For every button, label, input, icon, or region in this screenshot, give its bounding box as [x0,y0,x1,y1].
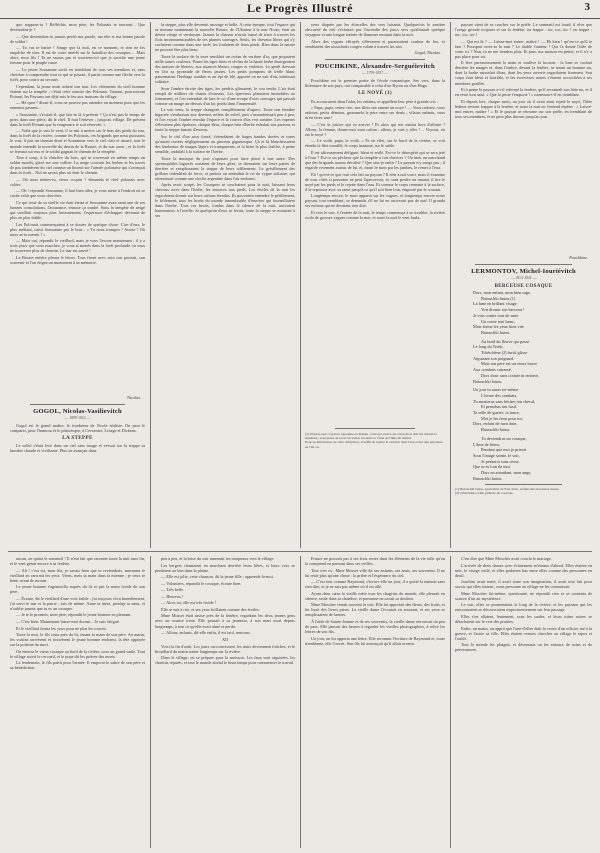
paragraph: Alors des cygnes effrayés s'élevaient et paraissaient couleur de feu, et semblaient des mouchoirs rouges volant à travers les airs. [305,38,445,49]
poem-line: Dors en attendant, mon ange, [481,470,532,476]
paragraph: — Écoute, dit le vieillard d'une voix faible : j'ai toujours vécu honnêtement, j'ai servi le tsar et la patrie ; fais de même. Aime ta mère, protège ta sœur, et n'oublie jamais que tu es un cosaque. [10,595,145,611]
paragraph: « Sousanine, s'écriait-il, que fais-tu là à présent ? Ça n'est pas le temps de prier, dans une pièce, dit le chef. Il faut l'enlever ; jusqu'au village. De présent dans la forêt Poirant que la vengeance te soit réservée. » [10,111,145,127]
divider [325,59,425,60]
paragraph: Le jeune homme s'agenouilla auprès du lit et prit la main froide de son père. [10,584,145,595]
paragraph: — Le jeune Sousanine sortit en tremblant de tous ses membres et, sans chercher à comprendre tout ce qui se passait, il partit comme une flèche vers la forêt, pour courir au secours. [10,66,145,82]
paragraph: — C'est la justice qui va arriver ! Et alors qui me mettra hors d'affaire ? Allons, la femme, donne-moi mon caftan ; allons, je vais y aller !… Voyons, où est le noyé ? [305,121,445,137]
page-number: 3 [584,1,590,13]
paragraph: — Elle est jolie, cette chanson, dit la jeune fille ; apprends-la-moi. [161,574,274,580]
poem-line: L'heure des combats, [481,392,518,398]
paragraph: Voici la fin d'août. Les jours raccourcissent, les nuits deviennent fraîches, et le brouillard du matin traîne longtemps sur la rivière. [155,643,295,654]
poem-line: Aux combats cuirassé, [473,367,512,373]
poem-line: La lune en brillant visage [473,301,517,307]
paragraph: France ne pouvait pas à ses frais rester dans les éléments de la vie telle qu'on la comprend en pensant dans ses veilles. [305,556,445,567]
poem-line: Dors, enfant de mon âme, [473,421,518,427]
paragraph: Mme Mosset était assise près de la fenêtre, regardant les deux jeunes gens avec un sourire triste. Elle pensait à sa jeunesse, à son mari mort depuis longtemps, à tout ce qu'elle avait aimé et perdu. [155,613,295,629]
signature: Pouchkine. [569,255,588,260]
footnote: Pour se débarrasser de cette obligation, il suffit de rejeter le cadavre dans l'eau avant que personne ne l'ait vu. [305,440,443,449]
divider [475,264,572,265]
poem-line: Baïouchki baïou. [481,329,511,335]
paragraph: Le lendemain, le fils partit pour l'armée. Il emporta le sabre de son père et sa bénédiction. [10,660,145,671]
column-rule [300,22,301,548]
lermontov-heading: LERMONTOV, Michel-Iouriévitch [471,268,576,275]
poem-line: Je penserai sans cesse, [481,458,520,464]
paragraph: la steppe, plus elle devenait sauvage et belle. A cette époque, tout l'espace qui se nomme maintenant la nouvelle Russie, de l'Ukraine à la mer Noire, était un désert vierge et verdoyant. Jamais la charrue n'avait laissé de trace à travers les flots incommensurables de ses plantes sauvages. Seuls, les chevaux libres qui s'y cachaient comme dans une forêt, les foulaient de leurs pieds. Rien dans la nature ne pouvait être plus beau. [155,22,295,53]
poem-line: Moi je les ferai pour toi, [481,415,523,421]
poem-line: Baïouchki baïou (1) [481,295,516,301]
paragraph: — C'est bien. Maintenant laisse-moi dormir... Je suis fatigué. [16,619,120,625]
paragraph: aucun, ne quitta le sommeil ! Il n'eut fait que raconter toute la nuit sans fin, et le vent gémit encore à sa fenêtre. [10,556,145,567]
paragraph: — Allons, enfants, dit-elle enfin, il est tard, rentrons. [161,630,251,636]
paragraph: Toute la surface de la terre semblait un océan de verdure d'or, que piquaient mille autres couleurs. Parmi les tiges fines et sèches de la haute herbe émergeaient des masses de bleuets, aux nuances bleues, rouges et violettes. Le genêt dressait en l'air sa pyramide de fleurs jaunes. Les petits pompons de trèfle blanc parsemaient l'herbage sombre et un épi de blé, apporté on ne sait d'où, mûrissait solitaire. [155,53,295,85]
paragraph: Enfin, un matin, on apprit que l'une d'elles était la veuve d'un officier tué à la guerre, et l'autre sa fille. Elles étaient venues chercher au village le repos et l'oubli. [455,625,592,641]
poem-line: Mais ton père est un vieux brave [481,361,538,367]
paragraph: Après avoir soupé, les Cosaques se couchaient pour la nuit, laissant leurs chevaux errer dans l'herbe, les entraves aux pieds. Les étoiles de la nuit les regardaient dormir sur leurs caftans étendus. Ils pouvaient entendre le pétillement, le frôlement, tous les bruits du monde innombrable d'insectes qui fourmillaient dans l'herbe. Tous ces bruits, fondus dans le silence de la nuit, arrivaient harmonieux à l'oreille. Si quelqu'un d'eux se levait, toute la steppe se montrait à ses [155,182,295,218]
column-rule [150,556,151,848]
paragraph: — Où nous mènes-tu, vieux coquin ? demanda le chef polonais avec colère. [10,176,145,187]
bottom-column-2 [155,556,295,848]
section-rule [8,551,592,552]
paragraph: Il est affreusement défiguré, bleui et enflé. Est-ce le désespéré qui se sera jeté à l'eau ? Est-ce un pêcheur que la tempête a fait chavirer ? Ou bien un marchand que des brigands auront dévalisé ? Que sais-je enfin ? Le paysan n'y songe pas ; il regarde vivement autour de lui, et, tirant le mort par les jambes, le remet à l'eau. [305,149,445,171]
paragraph: Eh ! qu'est-ce que tout cela fait au paysan ? Il n'en a nul souci, mais il examine de tous côtés si personne ne peut l'apercevoir, et, sans perdre un instant, il tire le noyé par les pieds et le rejette dans l'eau. Et comme le corps remonte à la surface, il le repousse avec sa rame jusqu'à ce qu'il soit bien loin, emporté par le courant. [305,171,445,192]
poem-berceuse-cosaque [455,290,592,482]
poem-line: Baïouchki baïou. [473,378,503,384]
paragraph: Tout s'en va : Mme Mosset ville dit ses enfants, ses amis, ses souvenirs. Il ne lui reste plus qu'une chose : la prière et l'espérance du ciel. [305,567,445,578]
poem-line: Je vais conter tout de suite [473,312,519,318]
paragraph: Un jour, on lui apporta une lettre. Elle reconnut l'écriture de Raymond et, toute tremblante, elle l'ouvrit. Son fils lui annonçait qu'il allait revenir. [305,635,445,646]
paragraph: Tout le monde les plaignit, et désormais on les entoura de soins et de prévenances. [455,642,592,653]
pouchkine-heading: POUCHKINE, Alexandre-Serguéievitch [315,63,435,71]
column-4 [455,22,592,548]
poem-line: Baïouchki baïou. [481,427,511,433]
poem-line: Pendant que moi je prierai [481,447,527,453]
gogol-dates: — 1809-1852 — [64,416,91,420]
poem-line: Que tu es loin de moi. [473,464,511,470]
paragraph: Ils accoururent dans l'isba, les enfants, et appellent leur père à grands cris : [311,98,438,104]
paragraph: Il lève paresseusement la main et soulève la lucarne : la lune se cachait derrière les nuages et, dans l'ombre, devant la fenêtre, se tenait un homme nu, dont la barbe ruisselait d'eau, dont les yeux ouverts regardaient fixement. Son corps était bleui et horrible, et les écrevisses noires s'étaient accrochées à ses membres gonflés. [455,60,592,86]
column-rule [450,22,451,548]
le-noye-text [305,99,445,425]
pouchkine-intro: Pouchkine est le premier poète de l'école romantique. Ses vers, dans la littérature de son pays, ont comparable à celui d'un Byron ou d'un Hugo. [305,78,445,89]
poem-line: Tchétchène (2) furtif glisse [481,350,528,356]
paragraph: — Qui est là ? — Laisse-moi entrer, maître ! — Eh bien ! qu'est-ce qu'il te faut ? Pourquoi erres-tu la nuit ? Le diable t'amène ! Qui t'a donné l'idée de venir ici ? Non, tu ne me tiendras plus. Et puis, ma maison est petite, et il n'y a pas place pour toi. [455,38,592,59]
bottom-column-4 [455,556,592,848]
signature: Gogol, Nicolas. [414,50,441,56]
paragraph: quo suppose-tu ? Réfléchis, mon père, les Polonais te tuerront... Que deviendrai-je ? [10,22,145,33]
paragraph: — Alors toi, elle est très froide ! [161,600,217,606]
paragraph: — Hé quoi ? disait-il, vous ne pouvez pas attendre un moment pour que les ennemis passent... [10,100,145,111]
paragraph: À l'aide de Sainte-Jeanne et de ses souvenirs, la vieille dame retrouvait un peu de paix. Elle passait des heures à regarder les vieilles photographies, à relire les lettres de son fils. [305,619,445,635]
paragraph: Et depuis lors, chaque mois, au jour où il avait ainsi rejeté le noyé, l'hôte hideux revient frapper à la fenêtre, et toute la nuit on l'entend répéter : « Laisse-moi entrer, maître ! » Et le paysan se retourne sur son poêle, en tremblant de tous ses membres, et ne peut plus dormir jusqu'au jour. [455,98,592,119]
paragraph: — Le voilà, papa, le voilà. » Et en effet, sur le bord de la rivière, se voit étendu le filet mouillé, le corps inanimé, sur le sable. [305,138,445,149]
paragraph: — Voilà que je suis le vent, il se mit à mettre sur le bras des pieds du tsar, dans la forêt de la rivière, comme les Polonais, ces brigands que nous puissions le voir, il prit un chemin droit et Sousanine vers le ciel clair et assuré, tout le monde entendit la nouvelle du destin de la Russie, et du tsar aussi ; et la forêt se fermait sur eux et le soldat gagnait le chemin de la tempête. [10,128,145,154]
masthead [0,0,600,19]
paragraph: Longtemps encore, le mort apparut sur les vagues, et longtemps encore notre paysan, tout tremblant, se demanda s'il ne lui en arriverait pas de mal. Il gronda ses enfants qui ne devaient rien dire. [305,193,445,209]
divider [485,484,562,485]
paragraph: Et à peine le paysan a-t-il refermé la fenêtre, qu'il reconnaît son hôte nu, et il en reste tout saisi. « Que la peste t'emporte ! » murmura-t-il en tremblant. [455,87,592,98]
paragraph: Elles s'en allaient, lentement, sous les saules, et leurs robes noires se détachaient sur le vert des prairies. [455,613,592,625]
paragraph: Le soir venu, la steppe changeait complètement d'aspect. Toute son étendue bigarrée s'embrasait aux derniers reflets du soleil, puis s'assombrissait peu à peu, et l'on voyait l'ombre envahir l'espace et la couvrir d'un vert sombre. Les vapeurs s'élevaient plus épaisses, chaque fleur, chaque brin d'herbe exhalait son parfum, et toute la steppe fumait d'encens. [155,107,295,133]
le-noye-continued [455,22,592,254]
bottom-column-1 [10,556,145,848]
paragraph: — Très belle. [161,587,185,593]
gogol-intro: Gogol est le grand maître, le fondateur de l'école réaliste. On peut le comparer, pour l'humour et le pittoresque, à Cervantes, Lesage et Dickens. [10,423,145,434]
paragraph: L'arrivée de deux dames avec éclatement m'étonna d'abord. Elles étaient en noir, le visage voilé, et elles parlaient bas entre elles comme des personnes en deuil. [455,562,592,578]
paragraph: paysan vient de se coucher sur le poêle. Le sommeil est lourd, il rêve que l'orage gronde toujours et sur la fenêtre, on frappe : toc, toc, toc ! on frappe : toc, toc, toc ! [455,22,592,38]
poem-line: Et prendras ton fusil. [481,404,518,410]
paragraph: Le soleil s'était levé dans un ciel sans nuage et versait sur la steppe sa lumière chaude et vivifiante. Plus on avançait dans [10,443,145,454]
paragraph: peu à peu, et la brise du soir ramenait les troupeaux vers le village. [161,556,275,561]
footnote: (2) Tchétchène, tribu pillarde du Caucase. [455,490,514,495]
bottom-column-3 [305,556,445,848]
poem-line: Un conte tout beau, [481,318,515,324]
poem-line: Un jour tu auras toi-même [473,387,519,393]
poem-title: BERCEUSE COSAQUE [494,284,553,289]
paragraph: Ce qui reste de sa vieille vie était éteint et Sousanine avait senti une de ses bonnes consolations, l'assurance, ensuite ça tombé. Sous la tempête de neige qui soufflait toujours plus furieusement, l'espérance d'échapper devenait de plus en plus faible. [10,200,145,221]
poem-line: Le long du Terek, [473,344,504,350]
paragraph: Sur le ciel d'un azur foncé, s'étendaient de larges bandes dorées et roses qu'aurait tracées négligemment un pinceau gigantesque. Çà et là blanchissaient des lambeaux de nuages légers et transparents, et la brise la plus fraîche, à peine sensible, ondulait à la surface de l'herbe. [155,133,295,155]
masthead-title: Le Progrès Illustré [247,1,353,15]
paragraph: yeux diaprée par les étincelles des vers luisants. Quelquefois le sombre obscurité du ciel s'éclairait par l'incendie des joncs secs qu'allumait quelque voyageur et une longue traînée de flammes montait dans la nuit. [305,22,445,38]
paragraph: La Russie entière pleura le héros. Tous firent avec soin son portrait, son souvenir et l'on érigea un monument à sa mémoire. [10,254,145,266]
poem-line: Voit dormir ton berceau ! [481,307,525,313]
signature: Nicolas. [127,395,141,400]
poem-line: Sous l'image sainte, le soir, [473,452,520,458]
paragraph: Joachim avait tenté, il avait toute son imagination, il avait tout fait pour savoir qui elles étaient ; mais personne au village ne les connaissait. [455,579,592,590]
paragraph: Elle se mit à rire, et ses yeux brillaient comme des étoiles. [161,606,260,612]
paragraph: Sous l'ombre étroite des tiges, les perdrix glissaient, le cou tendu. L'air était rempli de milliers de chants d'oiseaux. Les éperviers planaient immobiles au firmament, et l'on entendait de loin le cri d'une troupe d'oies sauvages qui passait comme un nuage au-dessus d'un lac perdu dans l'immensité. [155,85,295,106]
paragraph: Les bergers chantaient en marchant derrière leurs bêtes, et leurs voix se perdaient au loin dans la plaine. [155,562,295,573]
poem-line: L'âme de héros, [473,441,501,447]
paragraph: — Volontiers, répondit le cosaque, écoute bien. [161,580,242,586]
paragraph: Les Polonais commençaient à se douter de quelque chose. L'un d'eux, le plus méfiant, saisit Sousanine par le bras : « Tu nous trompes ! Avoue ! Où nous as-tu menés ? » [10,221,145,237]
divider [335,428,415,429]
footnote: (1) Baïouchki baïou, équivalent de Fais dodo, refrain des berceuses russes. [455,486,560,491]
poem-line: Mais ferme les yeux bien vite [473,324,524,330]
column-rule [300,556,301,848]
paragraph: Cependant, la jeune avait acheté son tour. Les vêtements du vieil homme étaient sur la tempête ; c'était cette sinistre des Polonais. Tauraut, poursuivant Poirant, les Paysans ont déjà mis le feu aux maisons du village. [10,83,145,99]
paragraph: Ayant dans cœur la vieille mère tous les chagrins du monde, elle pleurait en silence, seule dans sa chambre, et personne ne savait sa douleur. [305,590,445,601]
column-1 [10,22,145,548]
column-2 [155,22,295,548]
footnote: (1) D'après une croyance répandue en Russie, celui qui trouve un corps mort doit lui donner la sépulture, sous peine de recevoir toutes les nuits la visite de l'âme du défunt. [305,431,437,440]
pouchkine-dates: — 1799-1837 — [362,71,388,76]
paragraph: On enterra le vieux cosaque au bord de la rivière, sous un grand saule. Tout le village suivit le cercueil, et le pope dit les prières des morts. [10,648,145,659]
paragraph: Le soir, elles se promenaient le long de la rivière, et les paysans qui les rencontraient se découvraient respectueusement sur leur passage. [455,602,592,613]
poem-line: Dors, mon enfant, mon bien sage, [473,290,531,295]
paragraph: Et le vieillard ferma les yeux pour ne plus les rouvrir. [16,625,107,631]
poem-line: Tu deviendras un cosaque, [481,435,527,441]
paragraph: — Mais oui, répondit le vieillard, mais je vous l'avoue maintenant : il y a trois jours que vous marchez, je vous ai menés dans la forêt profonde où vous ne trouverez plus de chemin. Le tsar est sauvé ! [10,238,145,254]
paragraph: C'est dire que Mme Moscher avait conclu le mariage. [461,556,552,561]
paragraph: Mme Moscher venait souvent la voir. Elle lui apportait des fleurs, des fruits, et lui lisait des livres pieux. La vieille dame l'écoutait en souriant, et ses yeux se remplissaient de larmes. [305,602,445,618]
paragraph: Mme Moscher lui-même, questionné, ne répondit rien et se contenta de sourire d'un air mystérieux. [455,590,592,601]
section-title-steppe: LA STEPPE [62,435,93,442]
paragraph: — Ah ! c'est toi, mon fils, je savais bien que tu reviendrais, murmura le vieillard en ouvrant les yeux. Viens, mets ta main dans la mienne ; je veux te bénir avant de mourir. [10,567,145,583]
poem-line: Dors donc sans crainte ni entrave, [481,372,540,378]
paragraph: Tout à coup, à la clairière du bois, qui se traversait en même temps un soldat mordit, glacé sur une colline. La neige couvrait les herbes et les traces de pas tombèrent du ciel comme un linceul sur l'armée polonaise qui s'avançait dans la forêt... Nul ne savait plus où était le chemin. [10,155,145,176]
section-title-le-noye: LE NOYÉ (1) [358,90,392,97]
paragraph: — Je te le promets, mon père, répondit le jeune homme en pleurant. [16,612,132,618]
sousanine-story [10,22,145,394]
column-rule [150,22,151,548]
paragraph: — Oh ! répondit Sousanine, il faut bien aller, je vous mène à l'endroit où se cache celui que vous cherchez. [10,188,145,199]
divider [30,404,125,405]
column-3 [305,22,445,548]
lermontov-dates: — 1814-1841 — [510,276,537,280]
paragraph: Dans le village, on se prépare pour la moisson. Les faux sont aiguisées, les chariots réparés, et tout le monde attend le beau temps pour commencer le travail. [155,655,295,666]
paragraph: — Heureux ! [161,593,184,599]
gogol-heading: GOGOL, Nicolas-Vasilievitch [33,408,122,415]
paragraph: — Que deviendras-tu jamais perdu ma parole, ma tête et ma bonne parole de soldat ! [10,33,145,44]
chapter-number: XII [221,636,229,642]
poem-line: Aiguisant son poignard. [473,355,515,361]
paragraph: Toute la musique du jour s'apaisait pour faire place à une autre. Des spermophiles bigarrés sortaient de leurs gîtes, se dressaient sur leurs pattes de derrière et remplissaient la steppe de leurs sifflements. Le grésillement des grillons redoublait de force, et parfois on entendait le cri du cygne solitaire, qui retentissait comme une cloche argentine dans l'air endormi. [155,155,295,181]
poem-line: Tu monteras sans hésiter ton cheval, [473,398,536,404]
paragraph: — Tu vas te battre ! Songe que la nuit, en ce moment, et rien ne les empêche de tirer. Il est de votre intérêt sur le bataillon des cosaques… Mais alors, mon fils ! Ta ne sauras pas et souviens-toi que je sacrifie une jeune femme pour le peuple russe. [10,45,145,66]
poem-line: Au bord du fleuve qui passe [481,338,530,344]
poem-line: Ta selle de guerre, ta lance, [473,410,520,416]
column-rule [450,556,451,848]
paragraph: Et vers le soir, à l'entrée de la nuit, le temps commença à se troubler, la rivière roula de grosses vagues comme la mer, et toute la nuit le vent hurla. [305,209,445,221]
paragraph: « Papa, papa, venez vite, nos filets ont amené un noyé ! — Vous radotez, vous radotez, petits démons, grommela le père entre ses dents ; vilains enfants, vous m'en ferez tant ! [305,105,445,121]
poem-line: Baïouchki baïou. [473,475,503,481]
paragraph: Toute la nuit, le fils resta près du lit, tenant la main de son père. Au matin, les voisins arrivèrent et trouvèrent le jeune homme endormi, la tête appuyée sur la poitrine du mort. [10,632,145,648]
paragraph: — C'est tout comme Raymond, s'écria-t-elle un jour, il a quitté la maison sans rien dire, et je ne sais pas même où il est allé. [305,579,445,590]
